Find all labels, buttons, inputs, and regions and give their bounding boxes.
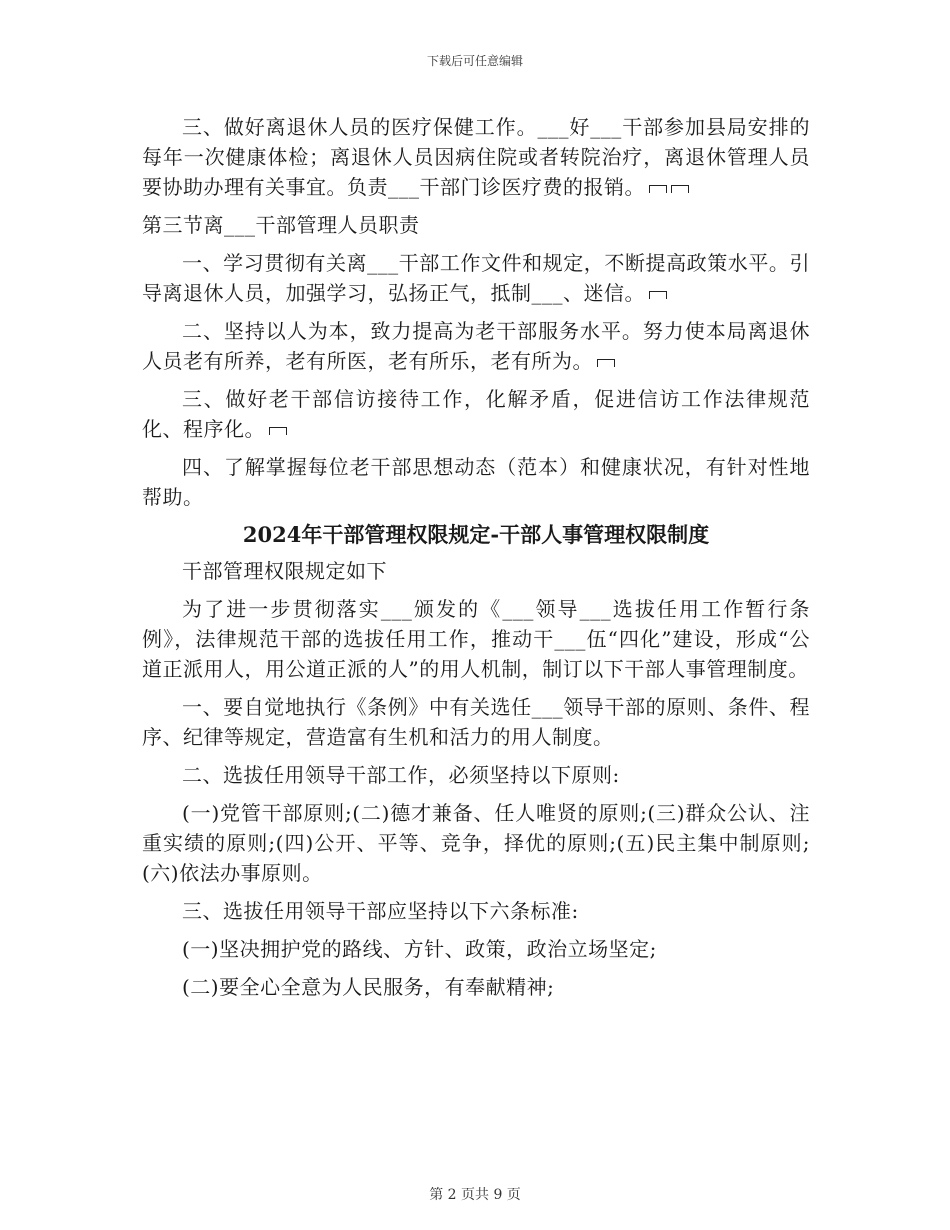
paragraph: (一)党管干部原则;(二)德才兼备、任人唯贤的原则;(三)群众公认、注重实绩的原则;(四)公开、平等、竞争，择优的原则;(五)民主集中制原则;(六)依法办事原则。 (142, 801, 810, 885)
paragraph-text: 二、坚持以人为本，致力提高为老干部服务水平。努力使本局离退休人员老有所养，老有所医，老有所乐，老有所为。 (142, 319, 810, 373)
paragraph: 干部管理权限规定如下 (182, 559, 387, 583)
page-footer: 第 2 页共 9 页 (429, 1187, 521, 1203)
paragraph (142, 452, 810, 512)
revision-mark-icon (597, 359, 615, 367)
paragraph-text: 四、了解掌握每位老干部思想动态（范本）和健康状况，有针对性地帮助。 (142, 455, 810, 509)
paragraph (142, 248, 810, 308)
revision-mark-icon (649, 291, 667, 299)
paragraph: 二、选拔任用领导干部工作，必须坚持以下原则: (182, 763, 620, 787)
document-title: 2024年干部管理权限规定-干部人事管理权限制度 (242, 522, 710, 547)
paragraph-text: 一、学习贯彻有关离___干部工作文件和规定，不断提高政策水平。引导离退休人员，加强学习，弘扬正气，抵制___、迷信。 (142, 251, 810, 305)
paragraph-text: 三、做好老干部信访接待工作，化解矛盾，促进信访工作法律规范化、程序化。 (142, 387, 810, 441)
paragraph: (二)要全心全意为人民服务，有奉献精神; (182, 975, 555, 999)
revision-mark-icon (671, 185, 689, 193)
paragraph-text: 第三节离___干部管理人员职责 (142, 213, 420, 237)
paragraph (142, 112, 810, 202)
paragraph-text: 三、做好离退休人员的医疗保健工作。___好___干部参加县局安排的每年一次健康体检；离退休人员因病住院或者转院治疗，离退休管理人员要协助办理有关事宜。负责___干部门诊医疗费的报销。 (142, 115, 810, 199)
revision-mark-icon (649, 185, 667, 193)
revision-mark-icon (269, 427, 287, 435)
paragraph: 三、选拔任用领导干部应坚持以下六条标准: (182, 899, 579, 923)
section-heading (142, 210, 810, 240)
paragraph (142, 384, 810, 444)
paragraph: (一)坚决拥护党的路线、方针、政策，政治立场坚定; (182, 937, 657, 961)
paragraph: 为了进一步贯彻落实___颁发的《___领导___选拔任用工作暂行条例》，法律规范干部的选拔任用工作，推动干___伍“四化”建设，形成“公道正派用人，用公道正派的人”的用人机制，制订以下干部人事管理制度。 (142, 597, 810, 681)
document-body (142, 112, 810, 1010)
paragraph: 一、要自觉地执行《条例》中有关选任___领导干部的原则、条件、程序、纪律等规定，营造富有生机和活力的用人制度。 (142, 695, 810, 749)
paragraph (142, 316, 810, 376)
page-header: 下载后可任意编辑 (426, 54, 523, 68)
